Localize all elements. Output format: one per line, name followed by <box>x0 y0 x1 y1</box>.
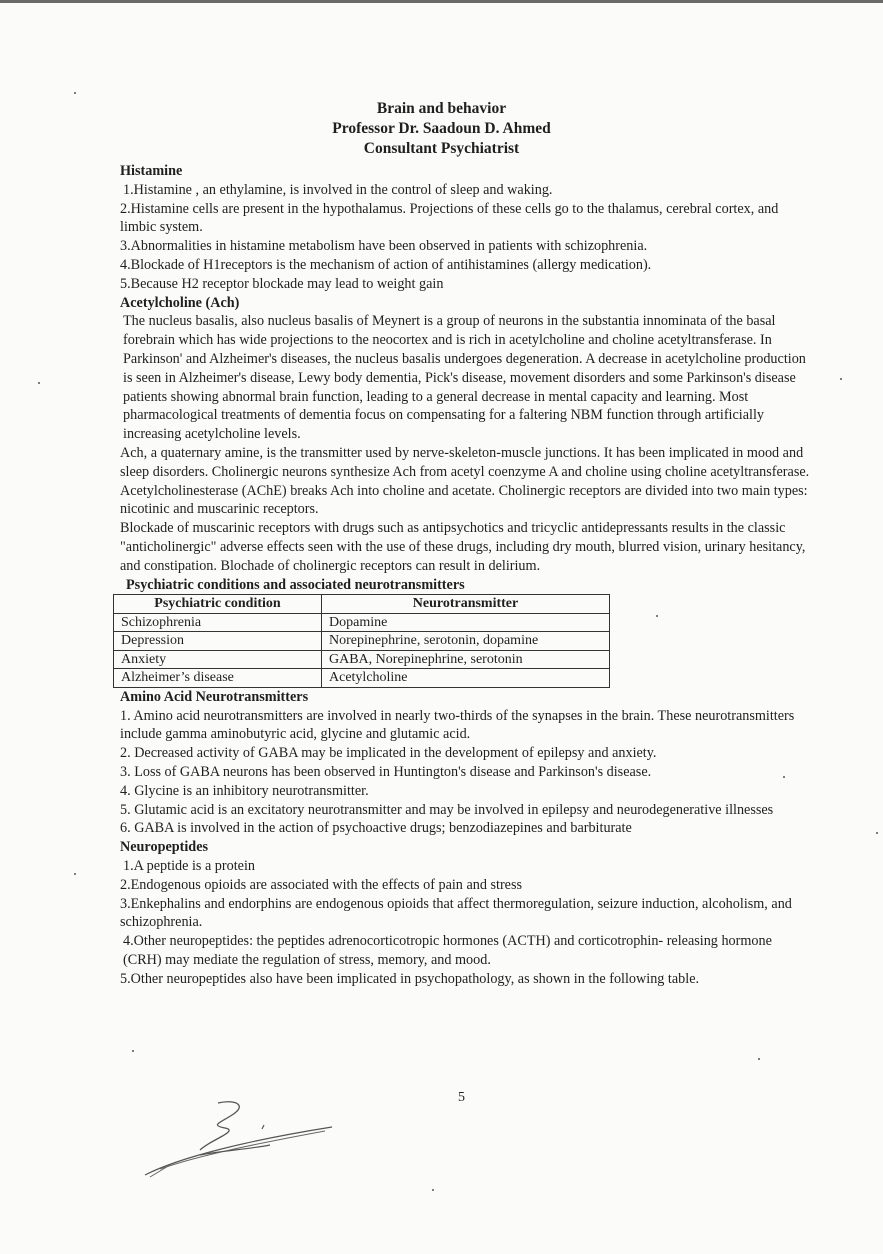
table-header-row <box>114 595 610 614</box>
table-caption: Psychiatric conditions and associated neurotransmitters <box>126 576 465 593</box>
section-title-acetylcholine: Acetylcholine (Ach) <box>120 294 240 311</box>
table-cell-condition: Alzheimer’s disease <box>114 669 322 688</box>
scan-speck <box>74 92 76 94</box>
amino-item: 5. Glutamic acid is an excitatory neurotransmitter and may be involved in epilepsy and neurodegenerative illnesses <box>120 801 774 818</box>
section-title-amino-acids: Amino Acid Neurotransmitters <box>120 688 309 705</box>
table-cell-condition: Schizophrenia <box>114 613 322 632</box>
histamine-item: 3.Abnormalities in histamine metabolism have been observed in patients with schizophrenia. <box>120 238 648 255</box>
neuropeptide-item: 2.Endogenous opioids are associated with the effects of pain and stress <box>120 876 523 893</box>
page-number: 5 <box>458 1090 465 1105</box>
scan-speck <box>840 378 842 380</box>
ach-paragraph: Blockade of muscarinic receptors with drugs such as antipsychotics and tricyclic antidepressants results in the classic "anticholinergic" adverse effects seen with the use of these drugs, including dry mouth, blurred vision, urinary hesitancy, and constipation. Blochade of cholinergic receptors can result in delirium. <box>120 520 806 574</box>
table-cell-condition: Anxiety <box>114 650 322 669</box>
amino-item: 6. GABA is involved in the action of psychoactive drugs; benzodiazepines and barbiturate <box>120 820 632 837</box>
table-cell-neurotransmitter: Dopamine <box>322 613 610 632</box>
neuropeptide-item: 4.Other neuropeptides: the peptides adrenocorticotropic hormones (ACTH) and corticotrophin- releasing hormone (CRH) may mediate the regulation of stress, memory, and mood. <box>123 933 772 968</box>
scan-speck <box>38 382 40 384</box>
scan-speck <box>432 1189 434 1191</box>
histamine-item: 2.Histamine cells are present in the hypothalamus. Projections of these cells go to the thalamus, cerebral cortex, and limbic system. <box>120 200 779 236</box>
author-role: Consultant Psychiatrist <box>363 140 520 157</box>
document-body <box>120 162 810 989</box>
scan-speck <box>783 776 785 778</box>
scan-speck <box>758 1058 760 1060</box>
table-row <box>114 613 610 632</box>
table-row <box>114 669 610 688</box>
histamine-item: 1.Histamine , an ethylamine, is involved in the control of sleep and waking. <box>123 181 553 198</box>
scan-speck <box>876 832 878 834</box>
ach-paragraph: The nucleus basalis, also nucleus basalis of Meynert is a group of neurons in the substantia innominata of the basal forebrain which has wide projections to the neocortex and is rich in acetylcholine and choline acetyltransferase. In Parkinson' and Alzheimer's diseases, the nucleus basalis undergoes degeneration. A decrease in acetylcholine production is seen in Alzheimer's disease, Lewy body dementia, Pick's disease, movement disorders and some Parkinson's disease patients showing abnormal brain function, leading to a general decrease in mental capacity and learning. Most pharmacological treatments of dementia focus on compensating for a faltering NBM function through artificially increasing acetylcholine levels. <box>123 313 806 443</box>
author-name: Professor Dr. Saadoun D. Ahmed <box>332 120 551 137</box>
section-title-histamine: Histamine <box>120 163 183 179</box>
neuropeptide-item: 1.A peptide is a protein <box>123 858 255 874</box>
neuropeptide-item: 5.Other neuropeptides also have been implicated in psychopathology, as shown in the following table. <box>120 970 700 987</box>
table-header-cell: Psychiatric condition <box>114 595 322 614</box>
scan-top-edge <box>0 0 883 3</box>
amino-item: 2. Decreased activity of GABA may be implicated in the development of epilepsy and anxiety. <box>120 745 657 762</box>
histamine-item: 5.Because H2 receptor blockade may lead to weight gain <box>120 275 444 292</box>
table-cell-neurotransmitter: Norepinephrine, serotonin, dopamine <box>322 632 610 651</box>
table-cell-neurotransmitter: Acetylcholine <box>322 669 610 688</box>
amino-item: 1. Amino acid neurotransmitters are involved in nearly two-thirds of the synapses in the brain. These neurotransmitters include gamma aminobutyric acid, glycine and glutamic acid. <box>120 707 795 743</box>
table-cell-condition: Depression <box>114 632 322 651</box>
histamine-item: 4.Blockade of H1receptors is the mechanism of action of antihistamines (allergy medication). <box>120 256 652 273</box>
table-row <box>114 650 610 669</box>
scan-speck <box>132 1050 134 1052</box>
table-header-cell: Neurotransmitter <box>322 595 610 614</box>
table-row <box>114 632 610 651</box>
conditions-table <box>113 594 610 688</box>
course-title: Brain and behavior <box>376 100 507 117</box>
amino-item: 4. Glycine is an inhibitory neurotransmitter. <box>120 782 369 799</box>
scan-speck <box>656 615 658 617</box>
table-cell-neurotransmitter: GABA, Norepinephrine, serotonin <box>322 650 610 669</box>
document-header <box>0 99 883 159</box>
scan-speck <box>74 873 76 875</box>
neuropeptide-item: 3.Enkephalins and endorphins are endogenous opioids that affect thermoregulation, seizure induction, alcoholism, and schizophrenia. <box>120 895 792 931</box>
section-title-neuropeptides: Neuropeptides <box>120 839 209 856</box>
amino-item: 3. Loss of GABA neurons has been observed in Huntington's disease and Parkinson's disease. <box>120 764 652 781</box>
handwritten-signature <box>140 1095 340 1185</box>
ach-paragraph: Ach, a quaternary amine, is the transmitter used by nerve-skeleton-muscle junctions. It has been implicated in mood and sleep disorders. Cholinergic neurons synthesize Ach from acetyl coenzyme A and choline using choline acetyltransferase. Acetylcholinesterase (AChE) breaks Ach into choline and acetate. Cholinergic receptors are divided into two main types: nicotinic and muscarinic receptors. <box>120 444 810 518</box>
